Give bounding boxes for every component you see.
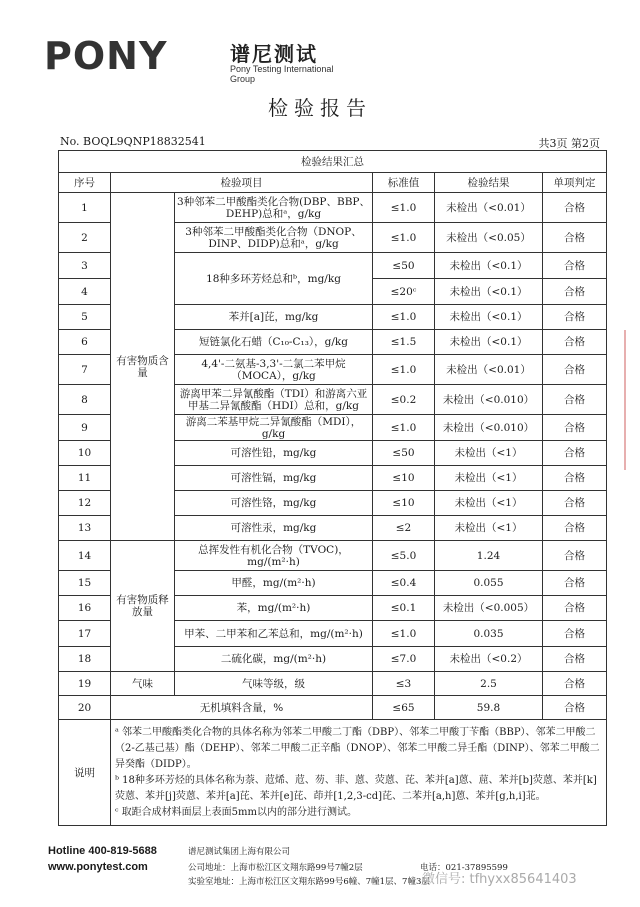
table-header-row [59, 173, 607, 193]
footer-company-address: 公司地址：上海市松江区文翔东路99号7幢2层 [188, 863, 363, 873]
row-result: 未检出（<0.05） [435, 223, 543, 253]
row-verdict: 合格 [543, 596, 607, 621]
note-c: ᶜ 取距合成材料面层上表面5mm以内的部分进行测试。 [115, 806, 357, 818]
row-item: 3种邻苯二甲酸酯类化合物（DNOP、DINP、DIDP)总和ᵃ，g/kg [175, 223, 373, 253]
row-no: 20 [59, 696, 111, 720]
row-item: 无机填料含量，% [111, 696, 373, 720]
row-verdict: 合格 [543, 541, 607, 571]
notes-body [111, 720, 607, 826]
row-std: ≤10 [373, 491, 435, 516]
row-std: ≤50 [373, 253, 435, 279]
document-title: 检验报告 [268, 96, 372, 120]
row-no: 12 [59, 491, 111, 516]
row-no: 4 [59, 279, 111, 305]
row-std: ≤1.0 [373, 621, 435, 647]
row-item: 3种邻苯二甲酸酯类化合物(DBP、BBP、DEHP)总和ᵃ，g/kg [175, 193, 373, 223]
footer-lab-address: 实验室地址：上海市松江区文翔东路99号6幢、7幢1层、7幢3层 [188, 877, 430, 887]
row-result: 未检出（<0.010） [435, 415, 543, 441]
group-odor: 气味 [111, 672, 175, 696]
row-no: 2 [59, 223, 111, 253]
seal-stamp-edge [624, 330, 640, 470]
col-header-std: 标准值 [373, 173, 435, 193]
company-name-en: Pony Testing International Group [230, 64, 334, 84]
col-header-item: 检验项目 [111, 173, 373, 193]
row-verdict: 合格 [543, 223, 607, 253]
row-item: 二硫化碳，mg/(m²·h) [175, 647, 373, 672]
row-no: 7 [59, 355, 111, 385]
table-caption: 检验结果汇总 [59, 151, 607, 173]
row-verdict: 合格 [543, 571, 607, 596]
row-verdict: 合格 [543, 621, 607, 647]
row-std: ≤1.0 [373, 223, 435, 253]
row-result: 2.5 [435, 672, 543, 696]
row-verdict: 合格 [543, 696, 607, 720]
row-no: 16 [59, 596, 111, 621]
row-result: 59.8 [435, 696, 543, 720]
row-verdict: 合格 [543, 193, 607, 223]
row-result: 未检出（<0.1） [435, 279, 543, 305]
company-name-cn: 谱尼测试 [230, 42, 318, 66]
row-std: ≤1.5 [373, 330, 435, 355]
footer-company: 谱尼测试集团上海有限公司 [188, 847, 291, 857]
row-std: ≤50 [373, 441, 435, 466]
row-result: 未检出（<1） [435, 516, 543, 541]
row-result: 1.24 [435, 541, 543, 571]
row-std: ≤0.2 [373, 385, 435, 415]
row-item: 可溶性铬，mg/kg [175, 491, 373, 516]
row-verdict: 合格 [543, 305, 607, 330]
row-std: ≤1.0 [373, 305, 435, 330]
row-item: 可溶性汞，mg/kg [175, 516, 373, 541]
row-std: ≤0.1 [373, 596, 435, 621]
row-std: ≤1.0 [373, 415, 435, 441]
row-result: 未检出（<0.1） [435, 305, 543, 330]
row-no: 14 [59, 541, 111, 571]
row-result: 未检出（<1） [435, 441, 543, 466]
table-row [59, 193, 607, 223]
note-a: ᵃ 邻苯二甲酸酯类化合物的具体名称为邻苯二甲酸二丁酯（DBP）、邻苯二甲酸丁苄酯（BBP）、邻苯二甲酸二（2-乙基己基）酯（DEHP）、邻苯二甲酸二正辛酯（DNOP）、邻苯二甲酸二异壬酯（DINP）、邻苯二甲酸二异癸酯（DIDP）。 [115, 726, 600, 770]
hotline: Hotline 400-819-5688 [48, 845, 157, 857]
row-verdict: 合格 [543, 355, 607, 385]
row-verdict: 合格 [543, 647, 607, 672]
row-result: 未检出（<0.1） [435, 253, 543, 279]
row-item: 游离甲苯二异氰酸酯（TDI）和游离六亚甲基二异氰酸酯（HDI）总和，g/kg [175, 385, 373, 415]
group-harmful-release: 有害物质释放量 [111, 541, 175, 672]
row-item: 苯并[a]芘，mg/kg [175, 305, 373, 330]
row-verdict: 合格 [543, 491, 607, 516]
row-no: 1 [59, 193, 111, 223]
row-no: 18 [59, 647, 111, 672]
row-no: 8 [59, 385, 111, 415]
row-std: ≤2 [373, 516, 435, 541]
row-result: 未检出（<0.01） [435, 193, 543, 223]
row-result: 0.055 [435, 571, 543, 596]
row-verdict: 合格 [543, 330, 607, 355]
row-std: ≤20ᶜ [373, 279, 435, 305]
table-row [59, 672, 607, 696]
table-row [59, 541, 607, 571]
row-result: 未检出（<0.01） [435, 355, 543, 385]
row-verdict: 合格 [543, 279, 607, 305]
row-verdict: 合格 [543, 672, 607, 696]
row-verdict: 合格 [543, 253, 607, 279]
row-item: 4,4'-二氨基-3,3'-二氯二苯甲烷（MOCA），g/kg [175, 355, 373, 385]
note-b: ᵇ 18种多环芳烃的具体名称为萘、苊烯、苊、芴、菲、蒽、荧蒽、芘、苯并[a]蒽、䓛、苯并[b]荧蒽、苯并[k]荧蒽、苯并[j]荧蒽、苯并[a]芘、苯并[e]芘、茚并[1,2,3-cd]芘、二苯并[a,h]蒽、苯并[g,h,i]苝。 [115, 774, 597, 802]
row-no: 3 [59, 253, 111, 279]
row-item: 游离二苯基甲烷二异氰酸酯（MDI），g/kg [175, 415, 373, 441]
notes-row [59, 720, 607, 826]
row-std: ≤10 [373, 466, 435, 491]
row-std: ≤5.0 [373, 541, 435, 571]
col-header-no: 序号 [59, 173, 111, 193]
row-no: 11 [59, 466, 111, 491]
company-logo [44, 34, 344, 84]
row-item: 可溶性镉，mg/kg [175, 466, 373, 491]
row-item: 甲苯、二甲苯和乙苯总和，mg/(m²·h) [175, 621, 373, 647]
row-no: 6 [59, 330, 111, 355]
row-no: 13 [59, 516, 111, 541]
row-verdict: 合格 [543, 415, 607, 441]
row-verdict: 合格 [543, 466, 607, 491]
row-result: 未检出（<0.010） [435, 385, 543, 415]
logo-wordmark: PONY [44, 34, 168, 78]
row-no: 9 [59, 415, 111, 441]
row-verdict: 合格 [543, 441, 607, 466]
row-item: 气味等级，级 [175, 672, 373, 696]
row-item: 18种多环芳烃总和ᵇ，mg/kg [175, 253, 373, 305]
row-item: 甲醛，mg/(m²·h) [175, 571, 373, 596]
row-verdict: 合格 [543, 385, 607, 415]
row-item: 苯，mg/(m²·h) [175, 596, 373, 621]
page-indicator: 共3页 第2页 [538, 137, 600, 150]
row-no: 10 [59, 441, 111, 466]
row-item: 可溶性铅，mg/kg [175, 441, 373, 466]
row-std: ≤65 [373, 696, 435, 720]
row-std: ≤1.0 [373, 355, 435, 385]
row-result: 未检出（<1） [435, 491, 543, 516]
row-std: ≤3 [373, 672, 435, 696]
row-std: ≤7.0 [373, 647, 435, 672]
row-no: 15 [59, 571, 111, 596]
row-result: 0.035 [435, 621, 543, 647]
row-item: 总挥发性有机化合物（TVOC)，mg/(m²·h) [175, 541, 373, 571]
col-header-verdict: 单项判定 [543, 173, 607, 193]
row-verdict: 合格 [543, 516, 607, 541]
website-link[interactable]: www.ponytest.com [48, 861, 148, 873]
group-harmful-content: 有害物质含量 [111, 193, 175, 541]
row-std: ≤0.4 [373, 571, 435, 596]
row-no: 5 [59, 305, 111, 330]
footer-phone: 电话：021-37895599 [420, 863, 508, 873]
row-no: 19 [59, 672, 111, 696]
results-table [58, 150, 607, 826]
table-row [59, 696, 607, 720]
row-std: ≤1.0 [373, 193, 435, 223]
row-result: 未检出（<1） [435, 466, 543, 491]
row-item: 短链氯化石蜡（C₁₀-C₁₃），g/kg [175, 330, 373, 355]
report-number: No. BOQL9QNP18832541 [60, 135, 206, 148]
row-result: 未检出（<0.2） [435, 647, 543, 672]
col-header-result: 检验结果 [435, 173, 543, 193]
notes-label: 说明 [59, 720, 111, 826]
wechat-watermark: 微信号: tfhyxx85641403 [422, 872, 577, 887]
row-no: 17 [59, 621, 111, 647]
row-result: 未检出（<0.005） [435, 596, 543, 621]
row-result: 未检出（<0.1） [435, 330, 543, 355]
